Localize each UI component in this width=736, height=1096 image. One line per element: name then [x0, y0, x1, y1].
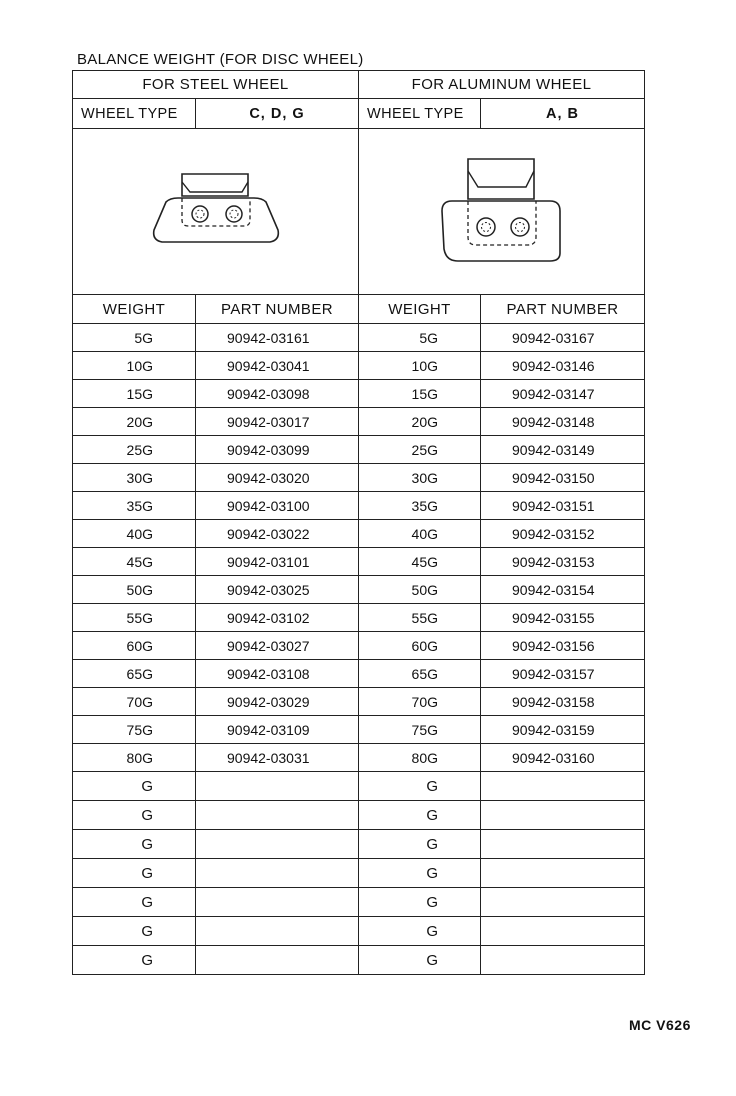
steel-weight-cell: 35G: [73, 492, 196, 520]
aluminum-weight-cell: G: [359, 801, 481, 830]
steel-part-number-cell: 90942-03020: [196, 464, 359, 492]
table-row: [73, 380, 645, 408]
aluminum-part-number-cell: [481, 859, 645, 888]
aluminum-weight-cell: 50G: [359, 576, 481, 604]
steel-part-number-cell: 90942-03102: [196, 604, 359, 632]
aluminum-weight-cell: 45G: [359, 548, 481, 576]
steel-weight-illustration: [73, 129, 359, 295]
aluminum-part-number-cell: [481, 830, 645, 859]
aluminum-part-number-cell: [481, 772, 645, 801]
aluminum-weight-cell: 55G: [359, 604, 481, 632]
aluminum-wheel-header: FOR ALUMINUM WHEEL: [359, 71, 645, 99]
aluminum-part-number-column-header: PART NUMBER: [481, 295, 645, 324]
aluminum-part-number-cell: 90942-03150: [481, 464, 645, 492]
blank-row: [73, 917, 645, 946]
steel-part-number-cell: 90942-03101: [196, 548, 359, 576]
aluminum-part-number-cell: 90942-03160: [481, 744, 645, 772]
aluminum-weight-cell: G: [359, 917, 481, 946]
aluminum-weight-cell: G: [359, 888, 481, 917]
steel-weight-cell: 15G: [73, 380, 196, 408]
steel-weight-cell: 50G: [73, 576, 196, 604]
steel-weight-cell: 40G: [73, 520, 196, 548]
steel-part-number-cell: [196, 917, 359, 946]
aluminum-part-number-cell: 90942-03158: [481, 688, 645, 716]
steel-part-number-cell: 90942-03025: [196, 576, 359, 604]
steel-part-number-cell: 90942-03108: [196, 660, 359, 688]
steel-weight-cell: 5G: [73, 324, 196, 352]
steel-part-number-cell: [196, 830, 359, 859]
blank-row: [73, 801, 645, 830]
aluminum-weight-cell: G: [359, 859, 481, 888]
aluminum-part-number-cell: [481, 946, 645, 975]
blank-row: [73, 859, 645, 888]
steel-wheel-header: FOR STEEL WHEEL: [73, 71, 359, 99]
steel-weight-cell: 65G: [73, 660, 196, 688]
steel-weight-cell: 20G: [73, 408, 196, 436]
aluminum-weight-cell: G: [359, 830, 481, 859]
aluminum-weight-cell: 5G: [359, 324, 481, 352]
document-code: MC V626: [629, 1017, 691, 1033]
table-row: [73, 688, 645, 716]
steel-weight-cell: 80G: [73, 744, 196, 772]
steel-weight-column-header: WEIGHT: [73, 295, 196, 324]
table-row: [73, 464, 645, 492]
aluminum-part-number-cell: 90942-03157: [481, 660, 645, 688]
table-row: [73, 744, 645, 772]
table-row: [73, 716, 645, 744]
aluminum-weight-cell: 20G: [359, 408, 481, 436]
aluminum-part-number-cell: 90942-03149: [481, 436, 645, 464]
table-row: [73, 352, 645, 380]
aluminum-part-number-cell: 90942-03155: [481, 604, 645, 632]
steel-part-number-cell: 90942-03100: [196, 492, 359, 520]
aluminum-wheel-type-value: A, B: [481, 99, 645, 129]
steel-weight-cell: 30G: [73, 464, 196, 492]
table-row: [73, 520, 645, 548]
aluminum-weight-cell: 35G: [359, 492, 481, 520]
aluminum-weight-cell: 60G: [359, 632, 481, 660]
table-row: [73, 604, 645, 632]
aluminum-weight-column-header: WEIGHT: [359, 295, 481, 324]
aluminum-weight-cell: 40G: [359, 520, 481, 548]
blank-row: [73, 772, 645, 801]
steel-part-number-cell: [196, 946, 359, 975]
steel-part-number-cell: 90942-03109: [196, 716, 359, 744]
aluminum-part-number-cell: 90942-03154: [481, 576, 645, 604]
aluminum-part-number-cell: 90942-03167: [481, 324, 645, 352]
steel-weight-cell: G: [73, 830, 196, 859]
steel-part-number-cell: 90942-03031: [196, 744, 359, 772]
steel-weight-cell: 25G: [73, 436, 196, 464]
aluminum-weight-illustration: [359, 129, 645, 295]
aluminum-balance-weight-icon: [432, 157, 572, 267]
aluminum-weight-cell: G: [359, 772, 481, 801]
aluminum-part-number-cell: 90942-03148: [481, 408, 645, 436]
aluminum-part-number-cell: 90942-03159: [481, 716, 645, 744]
steel-weight-cell: G: [73, 917, 196, 946]
steel-part-number-cell: 90942-03041: [196, 352, 359, 380]
aluminum-wheel-type-label: WHEEL TYPE: [359, 99, 481, 129]
table-row: [73, 660, 645, 688]
aluminum-part-number-cell: [481, 888, 645, 917]
aluminum-weight-cell: 30G: [359, 464, 481, 492]
steel-part-number-cell: 90942-03161: [196, 324, 359, 352]
page-title: BALANCE WEIGHT (FOR DISC WHEEL): [77, 51, 364, 68]
blank-row: [73, 830, 645, 859]
steel-part-number-cell: 90942-03027: [196, 632, 359, 660]
steel-weight-cell: 60G: [73, 632, 196, 660]
steel-wheel-type-label: WHEEL TYPE: [73, 99, 196, 129]
steel-weight-cell: 55G: [73, 604, 196, 632]
steel-balance-weight-icon: [146, 172, 286, 252]
aluminum-weight-cell: 15G: [359, 380, 481, 408]
aluminum-part-number-cell: 90942-03151: [481, 492, 645, 520]
aluminum-weight-cell: 80G: [359, 744, 481, 772]
table-row: [73, 492, 645, 520]
steel-weight-cell: G: [73, 772, 196, 801]
steel-part-number-cell: [196, 859, 359, 888]
aluminum-weight-cell: G: [359, 946, 481, 975]
steel-part-number-cell: 90942-03029: [196, 688, 359, 716]
aluminum-weight-cell: 10G: [359, 352, 481, 380]
steel-part-number-cell: [196, 888, 359, 917]
blank-row: [73, 946, 645, 975]
table-row: [73, 548, 645, 576]
table-row: [73, 324, 645, 352]
table-row: [73, 632, 645, 660]
aluminum-weight-cell: 70G: [359, 688, 481, 716]
aluminum-part-number-cell: 90942-03147: [481, 380, 645, 408]
aluminum-part-number-cell: 90942-03156: [481, 632, 645, 660]
steel-part-number-cell: 90942-03098: [196, 380, 359, 408]
table-row: [73, 408, 645, 436]
blank-row: [73, 888, 645, 917]
steel-weight-cell: G: [73, 801, 196, 830]
aluminum-weight-cell: 65G: [359, 660, 481, 688]
steel-part-number-cell: [196, 772, 359, 801]
aluminum-part-number-cell: 90942-03153: [481, 548, 645, 576]
steel-part-number-cell: 90942-03022: [196, 520, 359, 548]
steel-weight-cell: 10G: [73, 352, 196, 380]
steel-part-number-cell: [196, 801, 359, 830]
steel-weight-cell: G: [73, 888, 196, 917]
aluminum-part-number-cell: 90942-03152: [481, 520, 645, 548]
steel-weight-cell: 75G: [73, 716, 196, 744]
balance-weight-table: [72, 70, 644, 975]
aluminum-part-number-cell: [481, 801, 645, 830]
table-row: [73, 436, 645, 464]
steel-weight-cell: G: [73, 946, 196, 975]
aluminum-part-number-cell: [481, 917, 645, 946]
table-row: [73, 576, 645, 604]
steel-part-number-cell: 90942-03099: [196, 436, 359, 464]
aluminum-weight-cell: 75G: [359, 716, 481, 744]
aluminum-part-number-cell: 90942-03146: [481, 352, 645, 380]
steel-wheel-type-value: C, D, G: [196, 99, 359, 129]
steel-weight-cell: 45G: [73, 548, 196, 576]
steel-part-number-column-header: PART NUMBER: [196, 295, 359, 324]
aluminum-weight-cell: 25G: [359, 436, 481, 464]
steel-weight-cell: 70G: [73, 688, 196, 716]
steel-weight-cell: G: [73, 859, 196, 888]
steel-part-number-cell: 90942-03017: [196, 408, 359, 436]
